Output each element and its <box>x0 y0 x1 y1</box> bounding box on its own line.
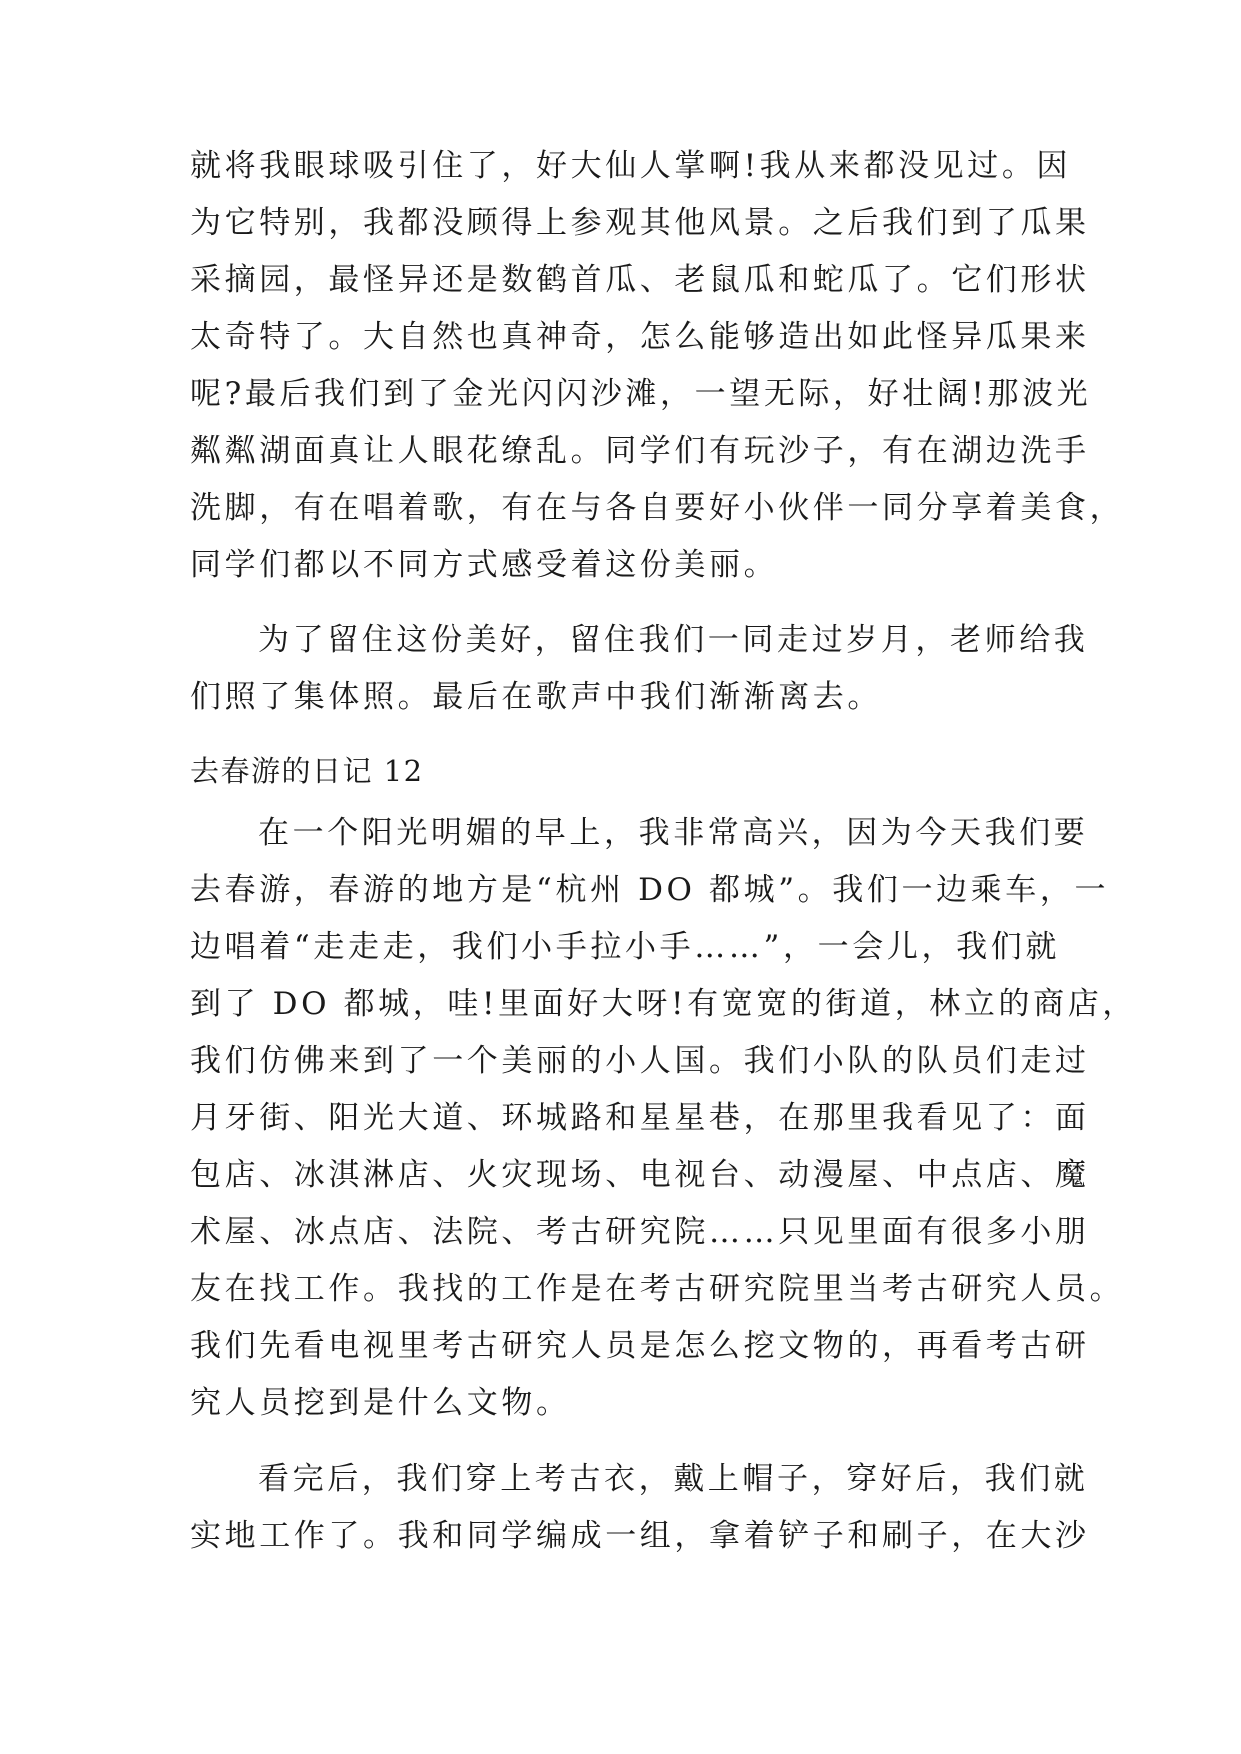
text-line: 我们仿佛来到了一个美丽的小人国。我们小队的队员们走过 <box>190 1043 1090 1079</box>
text-line: 们照了集体照。最后在歌声中我们渐渐离去。 <box>190 679 882 715</box>
text-line: 同学们都以不同方式感受着这份美丽。 <box>190 547 779 583</box>
text-line: 看完后，我们穿上考古衣，戴上帽子，穿好后，我们就 <box>258 1461 1089 1497</box>
text-line: 去春游，春游的地方是“杭州 DO 都城”。我们一边乘车，一 <box>190 872 1110 908</box>
text-line: 就将我眼球吸引住了，好大仙人掌啊!我从来都没见过。因 <box>190 148 1072 184</box>
text-line: 究人员挖到是什么文物。 <box>190 1385 571 1421</box>
text-line: 友在找工作。我找的工作是在考古研究院里当考古研究人员。 <box>190 1271 1125 1307</box>
text-line: 粼粼湖面真让人眼花缭乱。同学们有玩沙子，有在湖边洗手 <box>190 433 1090 469</box>
text-line: 太奇特了。大自然也真神奇，怎么能够造出如此怪异瓜果来 <box>190 319 1090 355</box>
text-line: 采摘园，最怪异还是数鹤首瓜、老鼠瓜和蛇瓜了。它们形状 <box>190 262 1090 298</box>
text-line: 为它特别，我都没顾得上参观其他风景。之后我们到了瓜果 <box>190 205 1090 241</box>
text-line: 边唱着“走走走，我们小手拉小手……”，一会儿，我们就 <box>190 929 1060 965</box>
text-line: 到了 DO 都城，哇!里面好大呀!有宽宽的街道，林立的商店， <box>190 986 1137 1022</box>
text-line: 实地工作了。我和同学编成一组，拿着铲子和刷子，在大沙 <box>190 1518 1090 1554</box>
text-line: 包店、冰淇淋店、火灾现场、电视台、动漫屋、中点店、魔 <box>190 1157 1090 1193</box>
text-line: 呢?最后我们到了金光闪闪沙滩，一望无际，好壮阔!那波光 <box>190 376 1092 412</box>
text-line: 在一个阳光明媚的早上，我非常高兴，因为今天我们要 <box>258 815 1089 851</box>
text-line: 为了留住这份美好，留住我们一同走过岁月，老师给我 <box>258 622 1089 658</box>
text-line: 我们先看电视里考古研究人员是怎么挖文物的，再看考古研 <box>190 1328 1090 1364</box>
section-heading: 去春游的日记 12 <box>190 754 424 788</box>
text-line: 洗脚，有在唱着歌，有在与各自要好小伙伴一同分享着美食， <box>190 490 1125 526</box>
text-line: 术屋、冰点店、法院、考古研究院……只见里面有很多小朋 <box>190 1214 1090 1250</box>
text-line: 月牙街、阳光大道、环城路和星星巷，在那里我看见了：面 <box>190 1100 1090 1136</box>
